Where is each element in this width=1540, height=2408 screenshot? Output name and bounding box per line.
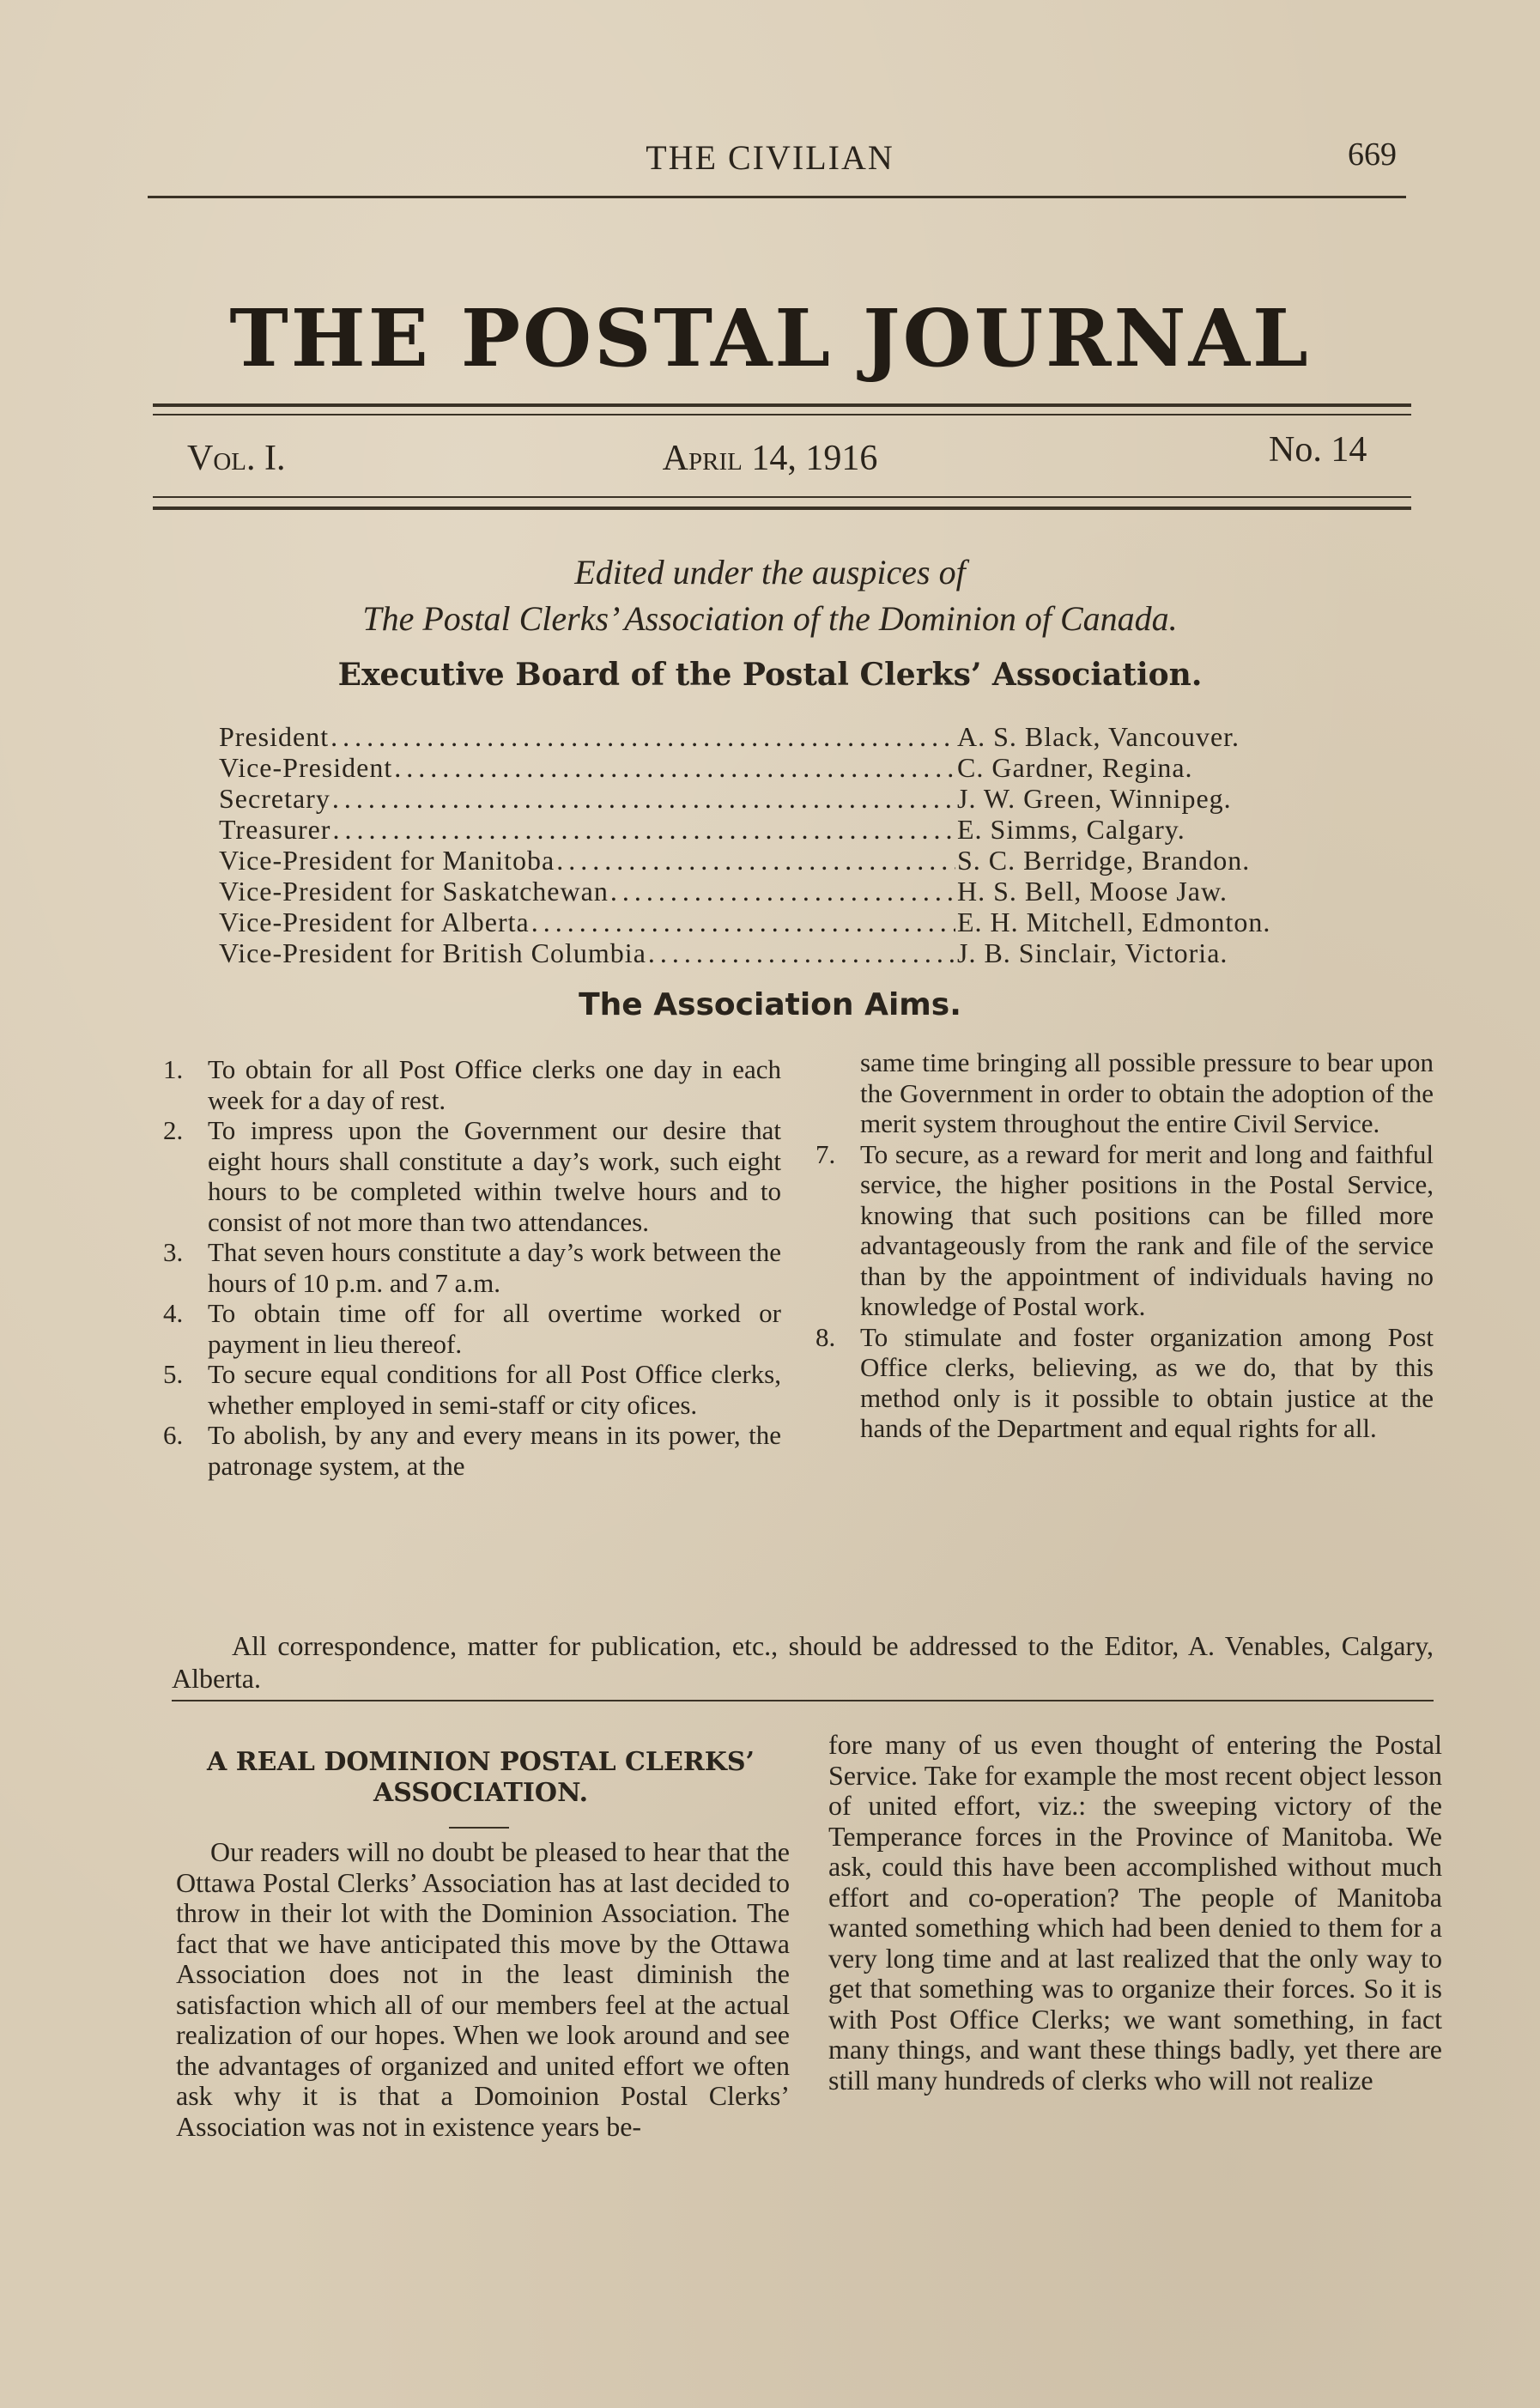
board-office: Vice-President for Manitoba bbox=[219, 845, 555, 876]
board-office: Treasurer bbox=[219, 814, 331, 845]
leader-dots bbox=[332, 783, 955, 815]
board-row bbox=[219, 721, 1335, 752]
issue-date: April 14, 1916 bbox=[662, 439, 878, 478]
page-number: 669 bbox=[1348, 136, 1397, 173]
aim-item bbox=[815, 1139, 1434, 1322]
board-member: E. Simms, Calgary. bbox=[957, 814, 1185, 845]
board-member: J. W. Green, Winnipeg. bbox=[957, 783, 1232, 814]
aim-item bbox=[163, 1054, 781, 1115]
aim-item bbox=[163, 1237, 781, 1298]
aim-item bbox=[815, 1322, 1434, 1444]
masthead-rule-bottom-2 bbox=[153, 506, 1411, 510]
leader-dots bbox=[556, 845, 955, 876]
board-office: Secretary bbox=[219, 783, 330, 814]
issue-number: No. 14 bbox=[1269, 430, 1367, 470]
board-row bbox=[219, 845, 1335, 876]
edited-notice bbox=[0, 549, 1540, 642]
board-office: President bbox=[219, 721, 330, 752]
board-member: J. B. Sinclair, Victoria. bbox=[957, 937, 1228, 968]
board-office: Vice-President bbox=[219, 752, 393, 783]
board-row bbox=[219, 876, 1335, 907]
edited-line-2: The Postal Clerks’ Association of the Dominion of Canada. bbox=[362, 599, 1178, 638]
board-member: E. H. Mitchell, Edmonton. bbox=[957, 907, 1271, 937]
aim-number: 6. bbox=[163, 1420, 184, 1450]
aim-number: 3. bbox=[163, 1237, 184, 1267]
aim-number: 1. bbox=[163, 1054, 184, 1084]
aim-number: 2. bbox=[163, 1115, 184, 1145]
correspondence-notice: All correspondence, matter for publication, etc., should be addressed to the Editor, A. Venables, Calgary, Alberta. bbox=[172, 1630, 1434, 1694]
article-column-right: fore many of us even thought of entering the Postal Service. Take for example the most recent object lesson of united effort, viz.: the sweeping victory of the Temperance forces in the Province of Manitoba. We ask, could this have been accomplished without much effort and co-operation? The people of Manitoba wanted something which had been denied to them for a very long time and at last realized that the only way to get that something was to organize their forces. So it is with Post Office Clerks; we want something, in fact many things, and want these things badly, yet there are still many hundreds of clerks who will not realize bbox=[828, 1729, 1442, 2096]
aim-item bbox=[163, 1298, 781, 1359]
leader-dots bbox=[394, 752, 955, 784]
header-rule bbox=[148, 196, 1406, 198]
aims-column-left bbox=[163, 1054, 781, 1481]
aim-text: To impress upon the Government our desire that eight hours shall constitute a day’s work, such eight hours to be completed within twelve hours and to consist of not more than two attendances. bbox=[208, 1115, 781, 1237]
leader-dots bbox=[332, 814, 955, 846]
masthead-rule-top-2 bbox=[153, 414, 1411, 415]
aims-column-right bbox=[815, 1047, 1434, 1444]
board-row bbox=[219, 783, 1335, 814]
aim-text: To obtain for all Post Office clerks one day in each week for a day of rest. bbox=[208, 1054, 781, 1115]
running-head: THE CIVILIAN bbox=[646, 138, 894, 177]
board-row bbox=[219, 814, 1335, 845]
aim-number: 7. bbox=[815, 1138, 836, 1169]
article-title-line-2: ASSOCIATION. bbox=[373, 1778, 589, 1808]
board-member: H. S. Bell, Moose Jaw. bbox=[957, 876, 1228, 907]
aim-item bbox=[163, 1359, 781, 1420]
executive-board-list bbox=[219, 721, 1335, 968]
aim-text: To secure equal conditions for all Post Office clerks, whether employed in semi-staff or city ofices. bbox=[208, 1359, 781, 1420]
board-title: Executive Board of the Postal Clerks’ Association. bbox=[337, 657, 1203, 693]
article-column-left: Our readers will no doubt be pleased to hear that the Ottawa Postal Clerks’ Association has at last decided to throw in their lot with the Dominion Association. The fact that we have anticipated this move by the Ottawa Association does not in the least diminish the satisfaction which all of our members feel at the actual realization of our hopes. When we look around and see the advantages of organized and united effort we often ask why it is that a Domoinion Postal Clerks’ Association was not in existence years be- bbox=[176, 1836, 790, 2142]
board-member: S. C. Berridge, Brandon. bbox=[957, 845, 1251, 876]
masthead-rule-bottom-1 bbox=[153, 496, 1411, 498]
masthead-rule-top-1 bbox=[153, 403, 1411, 407]
aim-number: 8. bbox=[815, 1321, 836, 1352]
board-office: Vice-President for Alberta bbox=[219, 907, 530, 937]
leader-dots bbox=[610, 876, 955, 907]
aim-number: 5. bbox=[163, 1359, 184, 1389]
volume-label: Vol. I. bbox=[187, 439, 286, 478]
aim-text: To abolish, by any and every means in its power, the patronage system, at the bbox=[208, 1420, 781, 1481]
aim-text: That seven hours constitute a day’s work between the hours of 10 p.m. and 7 a.m. bbox=[208, 1237, 781, 1298]
board-row bbox=[219, 937, 1335, 968]
aim-item bbox=[163, 1115, 781, 1237]
section-rule bbox=[172, 1700, 1434, 1701]
aim-item bbox=[163, 1420, 781, 1481]
board-office: Vice-President for British Columbia bbox=[219, 937, 646, 968]
article-title bbox=[167, 1747, 794, 1809]
masthead-title: THE POSTAL JOURNAL bbox=[229, 292, 1311, 385]
board-member: C. Gardner, Regina. bbox=[957, 752, 1193, 783]
leader-dots bbox=[648, 937, 955, 969]
board-row bbox=[219, 907, 1335, 937]
aim-text: To secure, as a reward for merit and long and faithful service, the higher positions in the Postal Service, knowing that such positions can be filled more advantageously from the rank and file of the service than by the appointment of individuals having no knowledge of Postal work. bbox=[860, 1138, 1434, 1321]
board-office: Vice-President for Saskatchewan bbox=[219, 876, 609, 907]
edited-line-1: Edited under the auspices of bbox=[574, 553, 966, 591]
board-member: A. S. Black, Vancouver. bbox=[957, 721, 1240, 752]
aim-text: To obtain time off for all overtime worked or payment in lieu thereof. bbox=[208, 1298, 781, 1359]
aim-number: 4. bbox=[163, 1298, 184, 1328]
aim-text: To stimulate and foster organization among Post Office clerks, believing, as we do, that by this method only is it possible to obtain justice at the hands of the Department and equal rights for all. bbox=[860, 1321, 1434, 1443]
leader-dots bbox=[531, 907, 955, 938]
board-row bbox=[219, 752, 1335, 783]
aims-title: The Association Aims. bbox=[579, 987, 961, 1022]
article-title-line-1: A REAL DOMINION POSTAL CLERKS’ bbox=[207, 1747, 755, 1777]
title-dash bbox=[449, 1827, 509, 1829]
leader-dots bbox=[330, 721, 955, 753]
aim-continuation: same time bringing all possible pressure to bear upon the Government in order to obtain the adoption of the merit system throughout the entire Civil Service. bbox=[860, 1047, 1434, 1138]
